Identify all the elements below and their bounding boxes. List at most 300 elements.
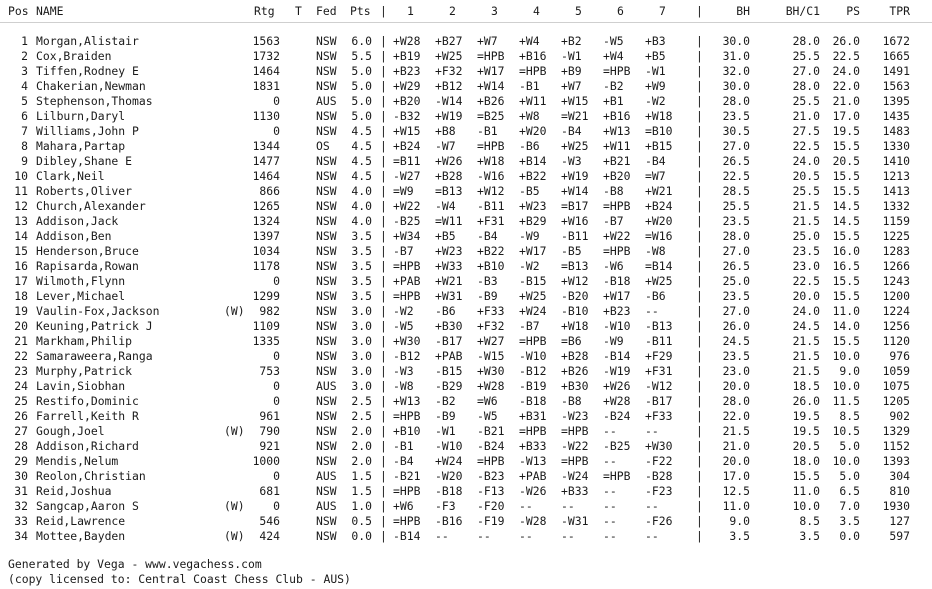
- cell-round-6: +B23: [603, 304, 631, 318]
- cell-pos: 21: [14, 334, 28, 348]
- cell-pos: 6: [21, 109, 28, 123]
- cell-round-2: --: [435, 529, 449, 543]
- cell-rating: 0: [273, 94, 280, 108]
- cell-separator: |: [696, 394, 703, 408]
- cell-round-3: -B23: [477, 469, 505, 483]
- cell-rating: 0: [273, 124, 280, 138]
- cell-pts: 4.0: [351, 214, 372, 228]
- cell-round-4: -B19: [519, 379, 547, 393]
- cell-round-3: +B10: [477, 259, 505, 273]
- cell-pts: 4.5: [351, 154, 372, 168]
- cell-round-2: =W11: [435, 214, 463, 228]
- cell-tpr: 1205: [882, 394, 910, 408]
- cell-round-3: +W28: [477, 379, 505, 393]
- cell-round-7: -F23: [645, 484, 673, 498]
- cell-round-2: -B6: [435, 304, 456, 318]
- cell-round-6: =HPB: [603, 244, 631, 258]
- cell-round-3: -B4: [477, 229, 498, 243]
- cell-name: Vaulin-Fox,Jackson: [36, 304, 160, 318]
- cell-round-1: +W6: [393, 499, 414, 513]
- cell-separator: |: [696, 439, 703, 453]
- cell-bhc1: 22.5: [792, 274, 820, 288]
- cell-ps: 11.0: [832, 304, 860, 318]
- cell-round-1: -B21: [393, 469, 421, 483]
- cell-pts: 4.5: [351, 139, 372, 153]
- table-row: [0, 64, 932, 79]
- cell-round-5: =B6: [561, 334, 582, 348]
- cell-round-6: +W28: [603, 394, 631, 408]
- cell-round-1: -W3: [393, 364, 414, 378]
- cell-ps: 10.5: [832, 424, 860, 438]
- cell-round-2: +PAB: [435, 349, 463, 363]
- cell-rating: 1000: [252, 454, 280, 468]
- cell-fed: NSW: [316, 349, 337, 363]
- cell-tpr: 1665: [882, 49, 910, 63]
- cell-round-4: +B14: [519, 154, 547, 168]
- cell-fed: NSW: [316, 334, 337, 348]
- cell-round-7: -B6: [645, 289, 666, 303]
- cell-round-1: -B12: [393, 349, 421, 363]
- cell-pts: 3.5: [351, 244, 372, 258]
- cell-ps: 22.5: [832, 49, 860, 63]
- cell-separator: |: [696, 364, 703, 378]
- cell-fed: NSW: [316, 439, 337, 453]
- cell-bh: 32.0: [722, 64, 750, 78]
- cell-ps: 15.5: [832, 334, 860, 348]
- cell-bh: 17.0: [722, 469, 750, 483]
- cell-round-3: +W18: [477, 154, 505, 168]
- cell-separator: |: [380, 334, 387, 348]
- cell-round-7: =B14: [645, 259, 673, 273]
- cell-ps: 3.5: [839, 514, 860, 528]
- cell-pos: 22: [14, 349, 28, 363]
- cell-pts: 3.0: [351, 349, 372, 363]
- cell-pos: 27: [14, 424, 28, 438]
- header-round-1: 1: [407, 4, 414, 18]
- cell-pos: 7: [21, 124, 28, 138]
- cell-pts: 4.0: [351, 184, 372, 198]
- cell-round-1: =HPB: [393, 514, 421, 528]
- header-round-4: 4: [533, 4, 540, 18]
- cell-pts: 4.5: [351, 169, 372, 183]
- cell-fed: NSW: [316, 199, 337, 213]
- cell-pts: 3.5: [351, 289, 372, 303]
- cell-round-4: +W25: [519, 289, 547, 303]
- cell-fed: NSW: [316, 484, 337, 498]
- cell-bh: 31.0: [722, 49, 750, 63]
- table-row: [0, 379, 932, 394]
- cell-separator: |: [696, 214, 703, 228]
- cell-round-2: +B12: [435, 79, 463, 93]
- cell-round-6: -W5: [603, 34, 624, 48]
- cell-ps: 15.5: [832, 274, 860, 288]
- table-row: [0, 484, 932, 499]
- cell-pts: 0.0: [351, 529, 372, 543]
- cell-fed: NSW: [316, 514, 337, 528]
- cell-rating: 921: [259, 439, 280, 453]
- cell-separator: |: [696, 469, 703, 483]
- cell-tpr: 1159: [882, 214, 910, 228]
- cell-bhc1: 25.5: [792, 49, 820, 63]
- cell-separator: |: [380, 379, 387, 393]
- cell-pos: 19: [14, 304, 28, 318]
- cell-round-7: =W16: [645, 229, 673, 243]
- cell-name: Murphy,Patrick: [36, 364, 133, 378]
- cell-round-6: -W6: [603, 259, 624, 273]
- cell-bhc1: 25.0: [792, 229, 820, 243]
- cell-round-5: -W22: [561, 439, 589, 453]
- cell-tpr: 1930: [882, 499, 910, 513]
- table-row: [0, 289, 932, 304]
- cell-pos: 4: [21, 79, 28, 93]
- cell-round-1: -B7: [393, 244, 414, 258]
- cell-separator: |: [380, 214, 387, 228]
- cell-pos: 17: [14, 274, 28, 288]
- cell-bh: 26.0: [722, 319, 750, 333]
- cell-rating: 1178: [252, 259, 280, 273]
- cell-round-3: +F33: [477, 304, 505, 318]
- cell-pos: 15: [14, 244, 28, 258]
- cell-round-6: +W13: [603, 124, 631, 138]
- cell-round-5: -W3: [561, 154, 582, 168]
- cell-bhc1: 23.5: [792, 244, 820, 258]
- cell-round-1: -B14: [393, 529, 421, 543]
- cell-round-1: +W29: [393, 79, 421, 93]
- cell-name: Addison,Jack: [36, 214, 119, 228]
- cell-fed: NSW: [316, 34, 337, 48]
- cell-name: Williams,John P: [36, 124, 139, 138]
- cell-round-5: +B2: [561, 34, 582, 48]
- cell-round-7: -B4: [645, 154, 666, 168]
- cell-fed: NSW: [316, 244, 337, 258]
- cell-pos: 5: [21, 94, 28, 108]
- cell-round-5: -B5: [561, 244, 582, 258]
- cell-round-1: +W13: [393, 394, 421, 408]
- cell-round-6: +W22: [603, 229, 631, 243]
- cell-round-4: -W10: [519, 349, 547, 363]
- cell-bhc1: 23.0: [792, 259, 820, 273]
- cell-round-1: -W8: [393, 379, 414, 393]
- cell-fed: NSW: [316, 409, 337, 423]
- cell-separator: |: [380, 469, 387, 483]
- cell-round-4: +W4: [519, 34, 540, 48]
- cell-tpr: 902: [889, 409, 910, 423]
- cell-pts: 1.5: [351, 469, 372, 483]
- cell-bh: 26.5: [722, 154, 750, 168]
- cell-bh: 28.0: [722, 94, 750, 108]
- cell-separator: |: [696, 139, 703, 153]
- cell-ps: 8.5: [839, 409, 860, 423]
- cell-round-1: +W22: [393, 199, 421, 213]
- cell-name: Tiffen,Rodney E: [36, 64, 139, 78]
- cell-round-7: -W12: [645, 379, 673, 393]
- cell-round-1: +B20: [393, 94, 421, 108]
- cell-fed: NSW: [316, 364, 337, 378]
- cell-bhc1: 10.0: [792, 499, 820, 513]
- table-row: [0, 184, 932, 199]
- cell-separator: |: [380, 79, 387, 93]
- cell-round-1: +B24: [393, 139, 421, 153]
- table-row: [0, 154, 932, 169]
- cell-pos: 11: [14, 184, 28, 198]
- cell-tpr: 1330: [882, 139, 910, 153]
- cell-round-3: --: [477, 529, 491, 543]
- cell-name: Chakerian,Newman: [36, 79, 146, 93]
- cell-title: (W): [224, 304, 245, 318]
- cell-tpr: 304: [889, 469, 910, 483]
- cell-round-5: +B30: [561, 379, 589, 393]
- cell-pts: 1.5: [351, 484, 372, 498]
- header-round-6: 6: [617, 4, 624, 18]
- cell-round-5: -W24: [561, 469, 589, 483]
- cell-rating: 0: [273, 379, 280, 393]
- cell-round-3: +B22: [477, 244, 505, 258]
- cell-tpr: 1213: [882, 169, 910, 183]
- cell-rating: 1130: [252, 109, 280, 123]
- cell-round-4: -W2: [519, 259, 540, 273]
- cell-fed: NSW: [316, 154, 337, 168]
- cell-round-4: =HPB: [519, 64, 547, 78]
- table-row: [0, 244, 932, 259]
- cell-ps: 9.0: [839, 364, 860, 378]
- cell-ps: 11.5: [832, 394, 860, 408]
- cell-bhc1: 28.0: [792, 34, 820, 48]
- cell-round-4: -W13: [519, 454, 547, 468]
- table-row: [0, 229, 932, 244]
- cell-round-5: +W14: [561, 184, 589, 198]
- cell-round-4: +B29: [519, 214, 547, 228]
- cell-bh: 25.5: [722, 199, 750, 213]
- cell-rating: 1397: [252, 229, 280, 243]
- cell-pos: 9: [21, 154, 28, 168]
- cell-rating: 0: [273, 469, 280, 483]
- cell-round-5: --: [561, 499, 575, 513]
- table-row: [0, 79, 932, 94]
- cell-bhc1: 21.5: [792, 199, 820, 213]
- cell-ps: 16.5: [832, 259, 860, 273]
- cell-round-3: -B21: [477, 424, 505, 438]
- cell-ps: 21.0: [832, 94, 860, 108]
- cell-round-3: =B25: [477, 109, 505, 123]
- cell-separator: |: [380, 304, 387, 318]
- cell-round-3: +B26: [477, 94, 505, 108]
- cell-title: (W): [224, 529, 245, 543]
- cell-title: (W): [224, 499, 245, 513]
- cell-round-1: =HPB: [393, 409, 421, 423]
- cell-fed: NSW: [316, 424, 337, 438]
- cell-bh: 27.0: [722, 304, 750, 318]
- cell-round-6: +B16: [603, 109, 631, 123]
- cell-round-6: --: [603, 529, 617, 543]
- cell-round-1: +B10: [393, 424, 421, 438]
- cell-round-2: +B8: [435, 124, 456, 138]
- cell-round-3: =W6: [477, 394, 498, 408]
- table-row: [0, 274, 932, 289]
- header-rtg: Rtg: [254, 4, 275, 18]
- cell-rating: 1464: [252, 169, 280, 183]
- cell-round-4: +B33: [519, 439, 547, 453]
- cell-rating: 753: [259, 364, 280, 378]
- cell-round-2: -B17: [435, 334, 463, 348]
- cell-round-1: -W27: [393, 169, 421, 183]
- cell-tpr: 1332: [882, 199, 910, 213]
- cell-round-7: --: [645, 304, 659, 318]
- cell-bhc1: 19.5: [792, 409, 820, 423]
- cell-rating: 1831: [252, 79, 280, 93]
- cell-bhc1: 25.5: [792, 184, 820, 198]
- cell-round-3: -W16: [477, 169, 505, 183]
- cell-ps: 20.5: [832, 154, 860, 168]
- cell-round-3: +F32: [477, 319, 505, 333]
- cell-rating: 0: [273, 349, 280, 363]
- cell-pos: 14: [14, 229, 28, 243]
- cell-fed: NSW: [316, 49, 337, 63]
- cell-round-6: -W9: [603, 334, 624, 348]
- cell-pts: 3.0: [351, 364, 372, 378]
- cell-round-5: --: [561, 529, 575, 543]
- cell-round-1: -W5: [393, 319, 414, 333]
- cell-pos: 34: [14, 529, 28, 543]
- cell-name: Mottee,Bayden: [36, 529, 126, 543]
- cell-bhc1: 22.5: [792, 139, 820, 153]
- cell-round-7: -B13: [645, 319, 673, 333]
- header-round-5: 5: [575, 4, 582, 18]
- cell-pos: 30: [14, 469, 28, 483]
- cell-tpr: 1393: [882, 454, 910, 468]
- cell-round-2: -W10: [435, 439, 463, 453]
- cell-rating: 1034: [252, 244, 280, 258]
- cell-separator: |: [696, 304, 703, 318]
- cell-separator: |: [696, 379, 703, 393]
- cell-separator: |: [380, 34, 387, 48]
- cell-bhc1: 21.0: [792, 109, 820, 123]
- cell-fed: AUS: [316, 379, 337, 393]
- cell-round-4: +W17: [519, 244, 547, 258]
- cell-separator: |: [380, 49, 387, 63]
- cell-separator: |: [380, 499, 387, 513]
- cell-round-7: --: [645, 529, 659, 543]
- header-round-2: 2: [449, 4, 456, 18]
- cell-round-6: -B25: [603, 439, 631, 453]
- cell-bhc1: 15.5: [792, 469, 820, 483]
- cell-separator: |: [380, 94, 387, 108]
- cell-tpr: 1395: [882, 94, 910, 108]
- cell-round-1: -W2: [393, 304, 414, 318]
- cell-round-7: +F31: [645, 364, 673, 378]
- cell-separator: |: [696, 409, 703, 423]
- cell-round-2: +W19: [435, 109, 463, 123]
- cell-fed: NSW: [316, 289, 337, 303]
- cell-round-5: =B17: [561, 199, 589, 213]
- header-pos: Pos: [8, 4, 29, 18]
- cell-pts: 2.0: [351, 454, 372, 468]
- cell-round-6: -B14: [603, 349, 631, 363]
- cell-round-2: -B9: [435, 409, 456, 423]
- cell-bh: 12.5: [722, 484, 750, 498]
- cell-tpr: 1200: [882, 289, 910, 303]
- cell-round-1: =HPB: [393, 259, 421, 273]
- cell-ps: 7.0: [839, 499, 860, 513]
- cell-tpr: 1563: [882, 79, 910, 93]
- table-row: [0, 139, 932, 154]
- cell-round-1: -B1: [393, 439, 414, 453]
- cell-name: Addison,Ben: [36, 229, 112, 243]
- cell-round-6: +W26: [603, 379, 631, 393]
- cell-pts: 5.0: [351, 79, 372, 93]
- cell-round-6: --: [603, 454, 617, 468]
- cell-fed: AUS: [316, 94, 337, 108]
- header-name: NAME: [36, 4, 64, 18]
- cell-name: Lavin,Siobhan: [36, 379, 126, 393]
- table-row: [0, 214, 932, 229]
- cell-name: Lilburn,Daryl: [36, 109, 126, 123]
- cell-pos: 33: [14, 514, 28, 528]
- cell-separator: |: [380, 244, 387, 258]
- cell-ps: 15.5: [832, 184, 860, 198]
- cell-round-7: -W8: [645, 244, 666, 258]
- cell-fed: NSW: [316, 64, 337, 78]
- table-row: [0, 124, 932, 139]
- cell-round-5: +B33: [561, 484, 589, 498]
- cell-round-6: --: [603, 514, 617, 528]
- cell-fed: NSW: [316, 79, 337, 93]
- cell-pts: 4.0: [351, 199, 372, 213]
- cell-round-7: +W20: [645, 214, 673, 228]
- header-separator: |: [380, 4, 387, 18]
- cell-fed: NSW: [316, 454, 337, 468]
- cell-tpr: 597: [889, 529, 910, 543]
- cell-name: Addison,Richard: [36, 439, 139, 453]
- cell-rating: 1335: [252, 334, 280, 348]
- cell-bhc1: 19.5: [792, 424, 820, 438]
- table-row: [0, 319, 932, 334]
- cell-ps: 17.0: [832, 109, 860, 123]
- cell-round-7: +W18: [645, 109, 673, 123]
- cell-ps: 5.0: [839, 439, 860, 453]
- cell-fed: NSW: [316, 274, 337, 288]
- cell-round-5: +W18: [561, 319, 589, 333]
- cell-round-6: =HPB: [603, 199, 631, 213]
- cell-round-4: +W11: [519, 94, 547, 108]
- cell-round-5: -W31: [561, 514, 589, 528]
- cell-name: Restifo,Dominic: [36, 394, 139, 408]
- cell-round-4: -B7: [519, 319, 540, 333]
- cell-round-6: =HPB: [603, 64, 631, 78]
- cell-round-1: +B23: [393, 64, 421, 78]
- cell-round-3: +W30: [477, 364, 505, 378]
- cell-round-6: -B18: [603, 274, 631, 288]
- cell-separator: |: [380, 319, 387, 333]
- cell-separator: |: [696, 49, 703, 63]
- cell-round-6: -W19: [603, 364, 631, 378]
- table-row: [0, 109, 932, 124]
- cell-bh: 24.5: [722, 334, 750, 348]
- header-round-3: 3: [491, 4, 498, 18]
- cell-round-5: +W19: [561, 169, 589, 183]
- cell-bh: 22.5: [722, 169, 750, 183]
- table-row: [0, 94, 932, 109]
- cell-bhc1: 24.0: [792, 154, 820, 168]
- cell-round-2: +W31: [435, 289, 463, 303]
- cell-round-2: =B13: [435, 184, 463, 198]
- cell-round-5: -W1: [561, 49, 582, 63]
- cell-round-2: -W7: [435, 139, 456, 153]
- cell-pts: 3.0: [351, 319, 372, 333]
- cell-rating: 1324: [252, 214, 280, 228]
- cell-ps: 10.0: [832, 379, 860, 393]
- cell-round-4: =HPB: [519, 334, 547, 348]
- cell-bhc1: 27.5: [792, 124, 820, 138]
